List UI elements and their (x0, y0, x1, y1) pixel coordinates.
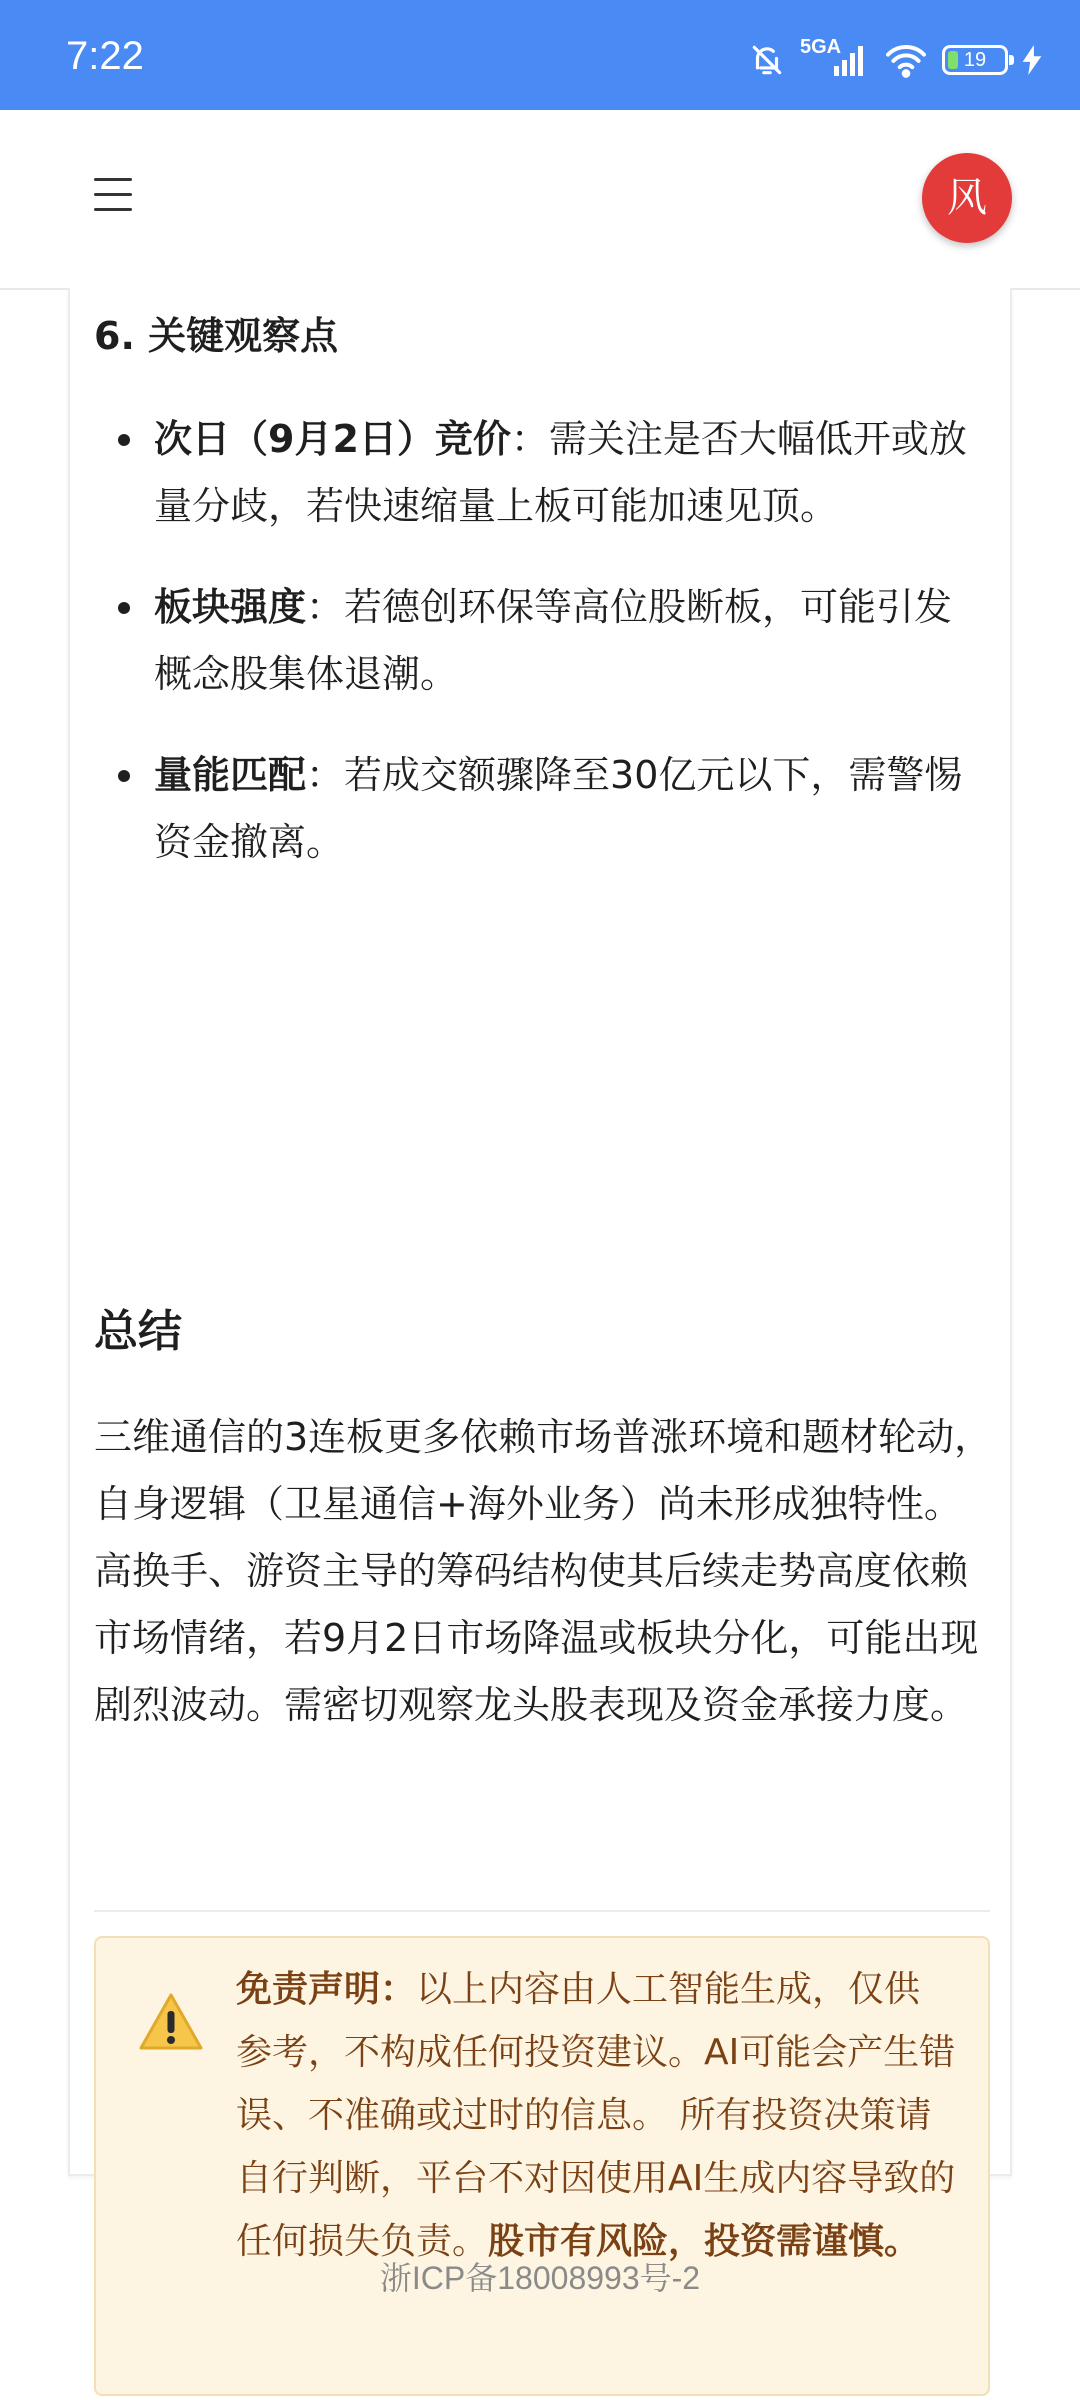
avatar[interactable]: 风 (922, 153, 1012, 243)
mute-bell-icon (748, 41, 786, 79)
divider (94, 1910, 990, 1912)
status-time: 7:22 (66, 34, 144, 78)
icp-footer[interactable]: 浙ICP备18008993号-2 (379, 2260, 701, 2296)
charging-icon (1022, 45, 1042, 75)
list-item (94, 574, 990, 708)
status-bar (0, 0, 1080, 110)
list-item-title: 量能匹配 (154, 753, 307, 797)
list-item-title: 次日（9月2日）竞价 (154, 417, 511, 461)
observation-list (94, 406, 990, 910)
disclaimer-emphasis: 股市有风险，投资需谨慎。 (488, 2221, 921, 2262)
wifi-icon (884, 42, 928, 78)
disclaimer-label: 免责声明： (236, 1969, 417, 2010)
network-type: 5GA (800, 36, 842, 58)
summary-title: 总结 (94, 1306, 182, 1357)
list-item-text: ：若成交额骤降至30亿元以下，需警惕资金撤离。 (154, 753, 963, 864)
app-header (0, 110, 1080, 290)
summary-text: 三维通信的3连板更多依赖市场普涨环境和题材轮动，自身逻辑（卫星通信+海外业务）尚未形成独特性。高换手、游资主导的筹码结构使其后续走势高度依赖市场情绪，若9月2日市场降温或板块分化，可能出现剧烈波动。需密切观察龙头股表现及资金承接力度。 (94, 1415, 993, 1727)
list-item (94, 742, 990, 876)
disclaimer-box (94, 1936, 990, 2396)
list-item-text: ：若德创环保等高位股断板，可能引发概念股集体退潮。 (154, 585, 953, 696)
signal-icon (800, 36, 870, 80)
list-item (94, 406, 990, 540)
disclaimer-text (236, 1958, 956, 2273)
battery-icon (942, 45, 1008, 75)
warning-icon (138, 1992, 204, 2052)
list-item-title: 板块强度 (154, 585, 307, 629)
status-icons (748, 36, 1042, 80)
content-card (68, 288, 1012, 2262)
section-title: 6. 关键观察点 (94, 314, 339, 358)
battery-percent: 19 (963, 49, 987, 71)
hamburger-icon[interactable] (94, 178, 132, 218)
disclaimer-body: 以上内容由人工智能生成，仅供参考，不构成任何投资建议。AI可能会产生错误、不准确或过时的信息。 所有投资决策请自行判断，平台不对因使用AI生成内容导致的任何损失负责。 (236, 1969, 956, 2262)
list-item-text: ：需关注是否大幅低开或放量分歧，若快速缩量上板可能加速见顶。 (154, 417, 967, 528)
